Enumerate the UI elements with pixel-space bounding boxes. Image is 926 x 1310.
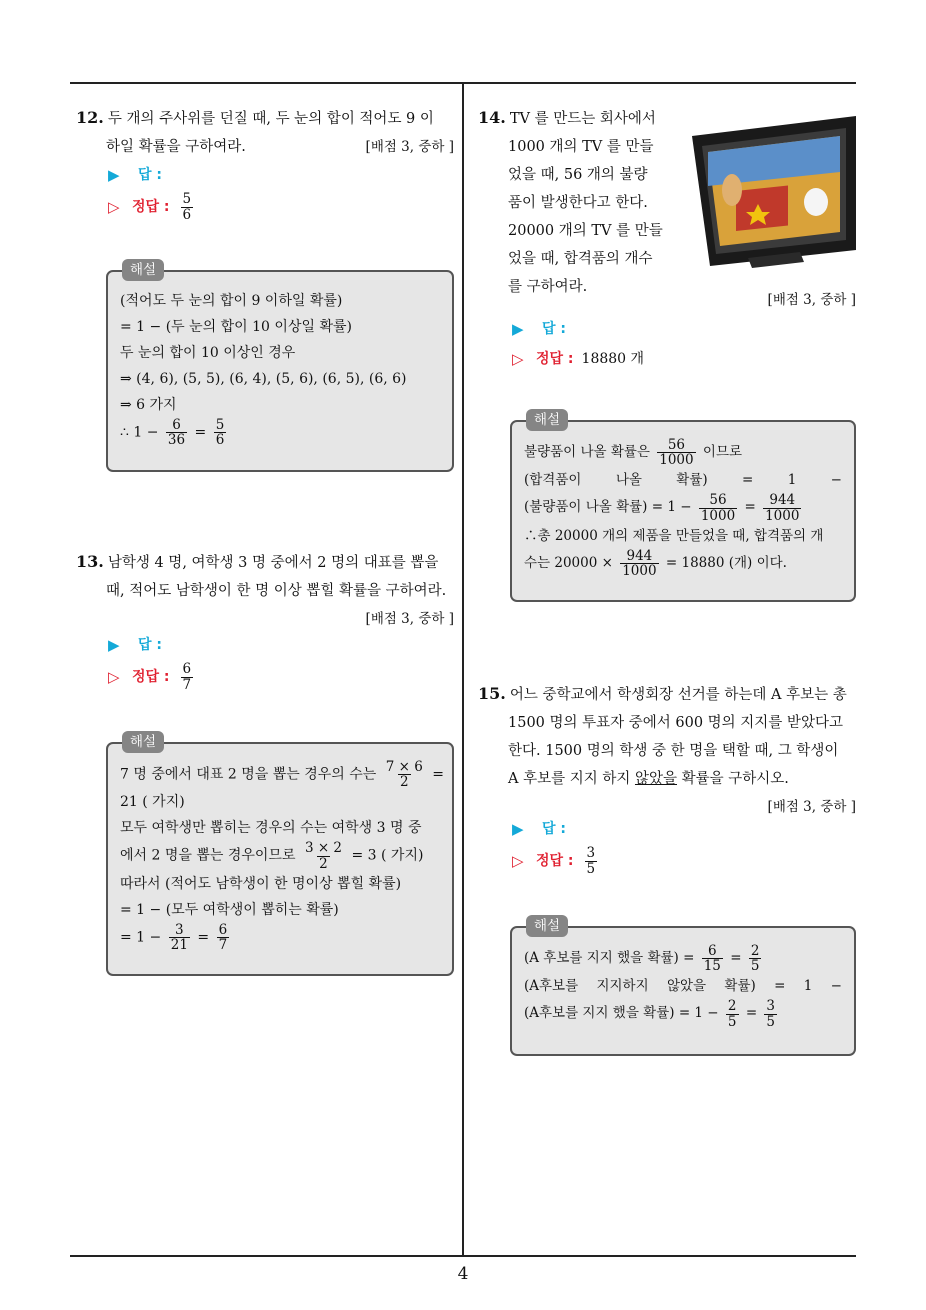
explanation-line: ⇒ 6 가지 <box>120 397 177 413</box>
question-number: 15. <box>478 684 506 703</box>
explanation-line: ∴ 1 − $\frac{6}{36}$ = $\frac{5}{6}$ <box>120 417 225 449</box>
fraction: $\frac{6}{36}$ <box>167 417 186 449</box>
correct-label: 정답 : <box>536 853 574 869</box>
question-text: 1500 명의 투표자 중에서 600 명의 지지를 받았다고 <box>508 715 843 731</box>
question-number: 14. <box>478 108 506 127</box>
answer-triangle-icon: ▶ <box>108 636 120 654</box>
answer-fraction: $\frac{5}{6}$ <box>182 191 192 223</box>
answer-block-15 <box>512 814 600 878</box>
explanation-line: 21 ( 가지) <box>120 794 185 811</box>
page-number: 4 <box>457 1264 469 1284</box>
explanation-line: ∴총 20000 개의 제품을 만들었을 때, 합격품의 개 <box>524 527 824 544</box>
question-text: A 후보를 지지 하지 않았을 확률을 구하시오. <box>508 771 789 787</box>
question-number: 12. <box>76 108 104 127</box>
fraction: $\frac{7 \times 6}{2}$ <box>385 759 423 791</box>
explanation-box-12 <box>106 262 454 472</box>
answer-label: 답 : <box>138 637 162 653</box>
explanation-tag: 해설 <box>122 731 164 753</box>
explanation-line: (적어도 두 눈의 합이 9 이하일 확률) <box>120 293 343 309</box>
question-number: 13. <box>76 552 104 571</box>
question-text: 남학생 4 명, 여학생 3 명 중에서 2 명의 대표를 뽑을 <box>107 555 439 571</box>
correct-label: 정답 : <box>132 199 170 215</box>
correct-triangle-icon: ▷ <box>512 350 524 368</box>
correct-triangle-icon: ▷ <box>512 852 524 870</box>
points-label: [배점 3, 중하 ] <box>767 292 856 308</box>
answer-fraction: $\frac{3}{5}$ <box>586 845 596 877</box>
explanation-line: (불량품이 나올 확률) = 1 − $\frac{56}{1000}$ = $\frac{944}{1000}$ <box>524 492 800 524</box>
question-text: 하일 확률을 구하여라. <box>106 139 246 155</box>
question-text: 었을 때, 합격품의 개수 <box>508 251 653 267</box>
explanation-tag: 해설 <box>526 915 568 937</box>
question-15 <box>478 680 856 821</box>
explanation-line: (A 후보를 지지 했을 확률) = $\frac{6}{15}$ = $\frac{2}{5}$ <box>524 943 760 975</box>
explanation-line: 불량품이 나올 확률은 $\frac{56}{1000}$ 이므로 <box>524 437 743 469</box>
answer-label: 답 : <box>542 821 566 837</box>
explanation-line: = 1 − (모두 여학생이 뽑히는 확률) <box>120 901 339 918</box>
question-text: TV 를 만드는 회사에서 <box>509 111 656 127</box>
fraction: $\frac{2}{5}$ <box>727 998 737 1030</box>
explanation-tag: 해설 <box>526 409 568 431</box>
fraction: $\frac{56}{1000}$ <box>700 492 736 524</box>
question-12 <box>76 104 454 161</box>
points-label: [배점 3, 중하 ] <box>365 611 454 627</box>
answer-label: 답 : <box>138 167 162 183</box>
fraction: $\frac{944}{1000}$ <box>765 492 800 524</box>
explanation-line: (A후보를 지지 했을 확률) = 1 − $\frac{2}{5}$ = $\frac{3}{5}$ <box>524 998 776 1030</box>
correct-label: 정답 : <box>536 351 574 367</box>
question-text: 때, 적어도 남학생이 한 명 이상 뽑힐 확률을 구하여라. <box>106 583 447 599</box>
answer-triangle-icon: ▶ <box>512 820 524 838</box>
answer-triangle-icon: ▶ <box>108 166 120 184</box>
explanation-line: 수는 20000 × $\frac{944}{1000}$ = 18880 (개) 이다. <box>524 547 787 579</box>
explanation-line: ⇒ (4, 6), (5, 5), (6, 4), (5, 6), (6, 5), (6, 6) <box>120 371 407 387</box>
fraction: $\frac{5}{6}$ <box>215 417 225 449</box>
fraction: $\frac{56}{1000}$ <box>659 437 694 469</box>
explanation-tag: 해설 <box>122 259 164 281</box>
answer-block-14 <box>512 314 644 374</box>
explanation-line: = 1 − $\frac{3}{21}$ = $\frac{6}{7}$ <box>120 921 228 953</box>
explanation-line: = 1 − (두 눈의 합이 10 이상일 확률) <box>120 319 352 335</box>
tv-illustration <box>688 112 858 270</box>
question-text: 를 구하여라. <box>508 279 588 295</box>
fraction: $\frac{6}{15}$ <box>703 943 721 975</box>
answer-label: 답 : <box>542 321 566 337</box>
underlined-word: 않았을 <box>634 771 677 787</box>
answer-fraction: $\frac{6}{7}$ <box>182 661 192 693</box>
answer-block-12 <box>108 160 196 224</box>
points-label: [배점 3, 중하 ] <box>365 139 454 155</box>
explanation-line: 두 눈의 합이 10 이상인 경우 <box>120 345 296 361</box>
bottom-rule <box>70 1255 856 1257</box>
explanation-box-13 <box>106 734 454 976</box>
question-text: 어느 중학교에서 학생회장 선거를 하는데 A 후보는 총 <box>509 687 847 703</box>
answer-triangle-icon: ▶ <box>512 320 524 338</box>
correct-triangle-icon: ▷ <box>108 668 120 686</box>
question-14 <box>478 104 678 301</box>
correct-triangle-icon: ▷ <box>108 198 120 216</box>
explanation-box-15 <box>510 918 856 1056</box>
points-label: [배점 3, 중하 ] <box>767 799 856 815</box>
explanation-line: 따라서 (적어도 남학생이 한 명이상 뽑힐 확률) <box>120 875 402 892</box>
question-text: 었을 때, 56 개의 불량 <box>508 167 648 183</box>
column-divider <box>462 82 464 1256</box>
question-text: 20000 개의 TV 를 만들 <box>508 223 663 239</box>
explanation-line: (A후보를 지지하지 않았을 확률) = 1 − <box>524 978 842 995</box>
fraction: $\frac{944}{1000}$ <box>622 547 657 579</box>
question-13 <box>76 548 454 633</box>
fraction: $\frac{3}{21}$ <box>170 921 188 953</box>
fraction: $\frac{2}{5}$ <box>750 943 760 975</box>
answer-block-13 <box>108 630 196 694</box>
question-text: 한다. 1500 명의 학생 중 한 명을 택할 때, 그 학생이 <box>508 743 839 759</box>
question-text: 품이 발생한다고 한다. <box>508 195 648 211</box>
explanation-line: 7 명 중에서 대표 2 명을 뽑는 경우의 수는 $\frac{7 \times 6}{2}$ = <box>120 759 444 791</box>
explanation-line: 모두 여학생만 뽑히는 경우의 수는 여학생 3 명 중 <box>120 820 422 837</box>
correct-label: 정답 : <box>132 669 170 685</box>
explanation-box-14 <box>510 412 856 602</box>
fraction: $\frac{6}{7}$ <box>218 921 228 953</box>
fraction: $\frac{3 \times 2}{2}$ <box>304 840 343 872</box>
question-text: 1000 개의 TV 를 만들 <box>508 139 654 155</box>
fraction: $\frac{3}{5}$ <box>766 998 776 1030</box>
question-text: 두 개의 주사위를 던질 때, 두 눈의 합이 적어도 9 이 <box>107 111 434 127</box>
explanation-line: 에서 2 명을 뽑는 경우이므로 $\frac{3 \times 2}{2}$ = 3 ( 가지) <box>120 840 424 872</box>
explanation-line: (합격품이 나올 확률) = 1 − <box>524 472 842 489</box>
answer-value: 18880 개 <box>581 351 645 367</box>
